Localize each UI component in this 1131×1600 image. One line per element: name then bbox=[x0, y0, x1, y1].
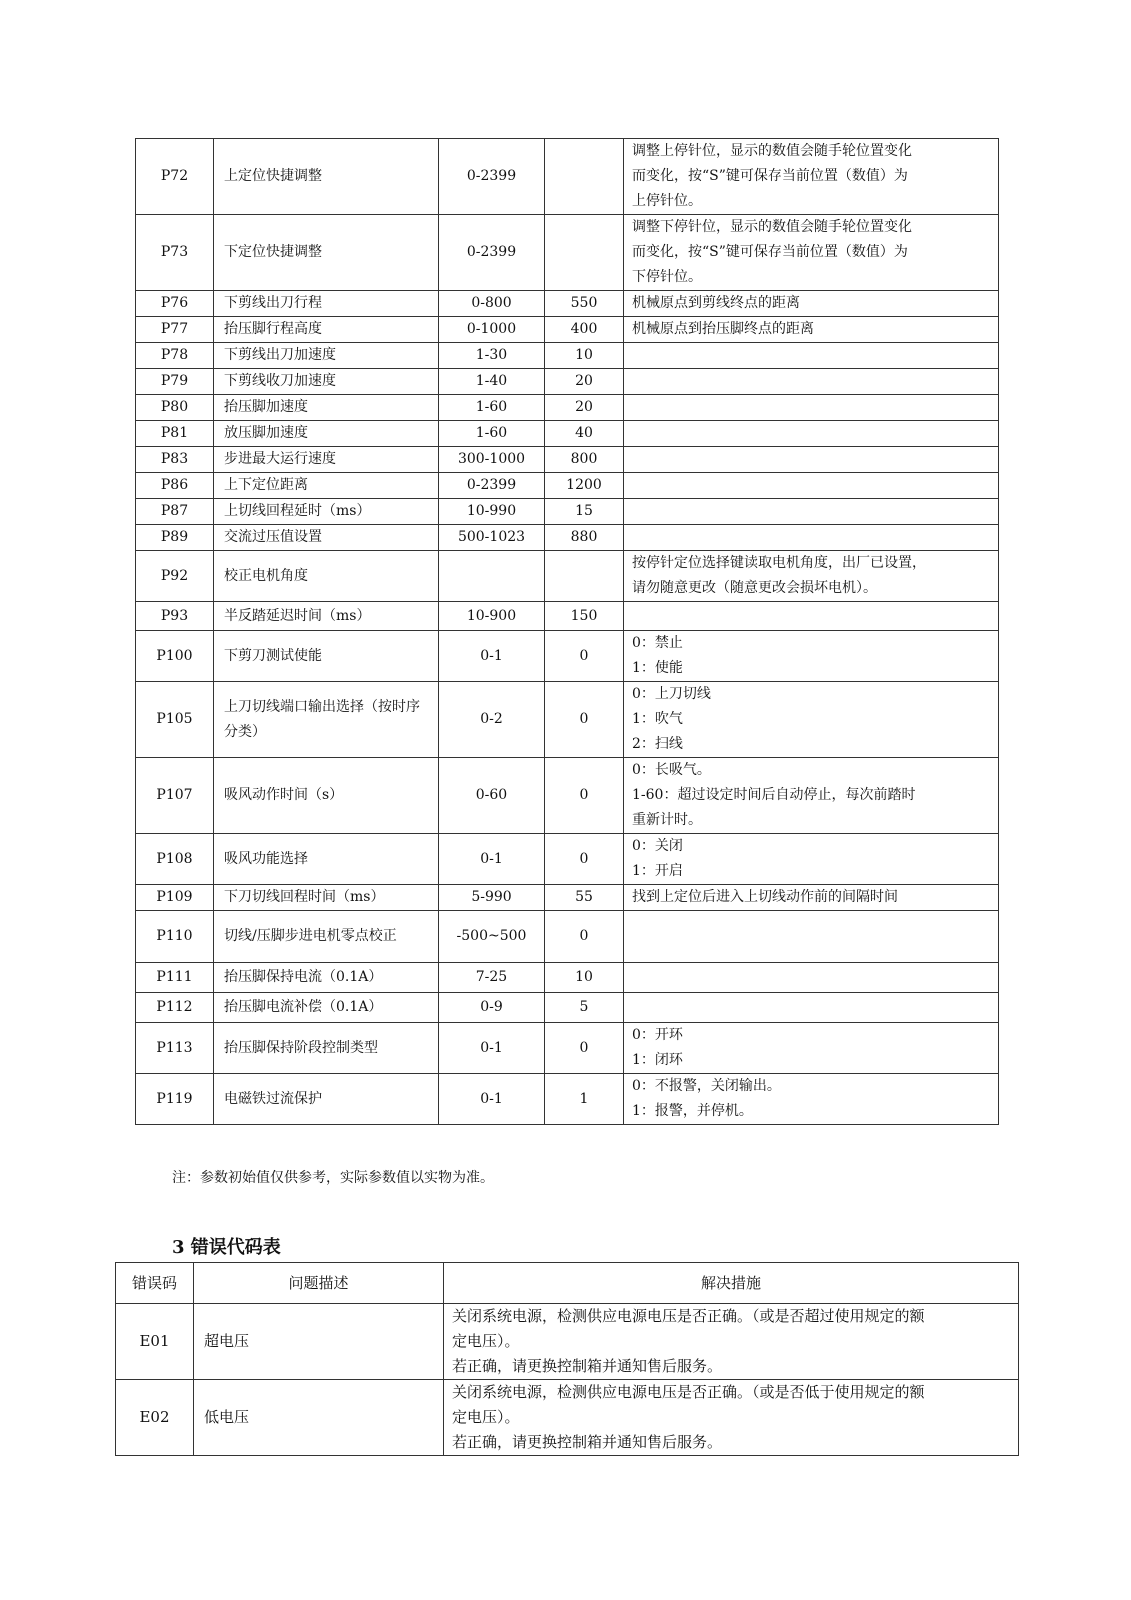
param-description-line: 机械原点到抬压脚终点的距离 bbox=[632, 321, 814, 337]
table-row bbox=[136, 317, 999, 343]
param-name: 上下定位距离 bbox=[214, 473, 439, 499]
param-description bbox=[624, 139, 999, 215]
param-name: 吸风功能选择 bbox=[214, 834, 439, 885]
table-row bbox=[136, 447, 999, 473]
param-description bbox=[624, 834, 999, 885]
error-solution-line: 定电压）。 bbox=[452, 1332, 520, 1350]
param-name: 下刀切线回程时间（ms） bbox=[214, 885, 439, 911]
param-description bbox=[624, 602, 999, 631]
param-default: 20 bbox=[545, 395, 624, 421]
error-code: E02 bbox=[116, 1380, 194, 1456]
error-solution-line: 关闭系统电源，检测供应电源电压是否正确。（或是否低于使用规定的额 bbox=[452, 1383, 925, 1401]
param-default: 0 bbox=[545, 1023, 624, 1074]
param-range: 300-1000 bbox=[439, 447, 545, 473]
param-name: 下剪线出刀加速度 bbox=[214, 343, 439, 369]
param-description-line: 0：长吸气。 bbox=[632, 762, 711, 778]
param-range: 500-1023 bbox=[439, 525, 545, 551]
param-description bbox=[624, 343, 999, 369]
param-description bbox=[624, 317, 999, 343]
table-row bbox=[116, 1304, 1019, 1380]
param-description-line: 上停针位。 bbox=[632, 193, 702, 209]
param-name: 上刀切线端口输出选择（按时序分类） bbox=[214, 682, 439, 758]
param-default: 800 bbox=[545, 447, 624, 473]
param-default bbox=[545, 215, 624, 291]
table-row bbox=[136, 473, 999, 499]
param-range: 1-30 bbox=[439, 343, 545, 369]
table-row bbox=[136, 421, 999, 447]
param-name: 抬压脚加速度 bbox=[214, 395, 439, 421]
param-description bbox=[624, 551, 999, 602]
param-description-line: 0：开环 bbox=[632, 1027, 683, 1043]
param-description bbox=[624, 215, 999, 291]
parameter-table bbox=[135, 138, 999, 1125]
param-code: P111 bbox=[136, 963, 214, 993]
param-default: 10 bbox=[545, 963, 624, 993]
param-name: 上定位快捷调整 bbox=[214, 139, 439, 215]
table-row bbox=[136, 499, 999, 525]
table-row bbox=[136, 525, 999, 551]
table-row bbox=[136, 911, 999, 963]
param-description bbox=[624, 1074, 999, 1125]
param-name: 抬压脚电流补偿（0.1A） bbox=[214, 993, 439, 1023]
error-description: 低电压 bbox=[194, 1380, 444, 1456]
param-code: P87 bbox=[136, 499, 214, 525]
param-description bbox=[624, 963, 999, 993]
param-default bbox=[545, 139, 624, 215]
param-name: 上切线回程延时（ms） bbox=[214, 499, 439, 525]
error-solution-line: 若正确，请更换控制箱并通知售后服务。 bbox=[452, 1357, 723, 1375]
param-default: 880 bbox=[545, 525, 624, 551]
header-error-code: 错误码 bbox=[116, 1263, 194, 1304]
table-row bbox=[136, 215, 999, 291]
param-range: 0-2399 bbox=[439, 215, 545, 291]
param-name: 抬压脚保持阶段控制类型 bbox=[214, 1023, 439, 1074]
param-code: P109 bbox=[136, 885, 214, 911]
param-default: 400 bbox=[545, 317, 624, 343]
table-row bbox=[136, 631, 999, 682]
param-code: P112 bbox=[136, 993, 214, 1023]
error-solution bbox=[444, 1380, 1019, 1456]
param-description-line: 请勿随意更改（随意更改会损坏电机）。 bbox=[632, 580, 877, 596]
section-title: 3 错误代码表 bbox=[172, 1237, 281, 1258]
table-row bbox=[136, 963, 999, 993]
error-description: 超电压 bbox=[194, 1304, 444, 1380]
param-description-line: 0：禁止 bbox=[632, 635, 683, 651]
param-description-line: 按停针定位选择键读取电机角度，出厂已设置， bbox=[632, 555, 926, 571]
param-description bbox=[624, 631, 999, 682]
error-code-table bbox=[115, 1262, 1019, 1456]
param-code: P83 bbox=[136, 447, 214, 473]
param-range: 0-60 bbox=[439, 758, 545, 834]
param-code: P100 bbox=[136, 631, 214, 682]
param-code: P107 bbox=[136, 758, 214, 834]
param-description-line: 2：扫线 bbox=[632, 736, 683, 752]
param-name: 切线/压脚步进电机零点校正 bbox=[214, 911, 439, 963]
table-row bbox=[136, 993, 999, 1023]
param-name: 下剪线出刀行程 bbox=[214, 291, 439, 317]
param-description bbox=[624, 421, 999, 447]
param-description-line: 下停针位。 bbox=[632, 269, 702, 285]
header-solution: 解决措施 bbox=[444, 1263, 1019, 1304]
param-name: 放压脚加速度 bbox=[214, 421, 439, 447]
param-code: P76 bbox=[136, 291, 214, 317]
table-row bbox=[136, 885, 999, 911]
param-name: 吸风动作时间（s） bbox=[214, 758, 439, 834]
param-range: 0-2399 bbox=[439, 139, 545, 215]
param-range bbox=[439, 551, 545, 602]
param-default: 10 bbox=[545, 343, 624, 369]
table-row bbox=[136, 1074, 999, 1125]
table-row bbox=[136, 395, 999, 421]
param-description bbox=[624, 1023, 999, 1074]
param-default bbox=[545, 551, 624, 602]
param-default: 1 bbox=[545, 1074, 624, 1125]
param-range: 0-2399 bbox=[439, 473, 545, 499]
param-default: 5 bbox=[545, 993, 624, 1023]
table-row bbox=[136, 834, 999, 885]
param-description-line: 0：上刀切线 bbox=[632, 686, 711, 702]
param-default: 150 bbox=[545, 602, 624, 631]
param-code: P73 bbox=[136, 215, 214, 291]
param-code: P108 bbox=[136, 834, 214, 885]
param-code: P77 bbox=[136, 317, 214, 343]
param-range: 5-990 bbox=[439, 885, 545, 911]
param-range: 7-25 bbox=[439, 963, 545, 993]
param-description-line: 0：不报警，关闭输出。 bbox=[632, 1078, 781, 1094]
table-row bbox=[116, 1380, 1019, 1456]
param-description-line: 1：开启 bbox=[632, 863, 683, 879]
param-default: 1200 bbox=[545, 473, 624, 499]
param-code: P78 bbox=[136, 343, 214, 369]
param-range: 10-990 bbox=[439, 499, 545, 525]
error-solution-line: 定电压）。 bbox=[452, 1408, 520, 1426]
param-default: 0 bbox=[545, 758, 624, 834]
param-range: 0-1 bbox=[439, 1023, 545, 1074]
param-name: 电磁铁过流保护 bbox=[214, 1074, 439, 1125]
param-description bbox=[624, 525, 999, 551]
param-description-line: 重新计时。 bbox=[632, 812, 702, 828]
param-description bbox=[624, 291, 999, 317]
table-row bbox=[136, 369, 999, 395]
param-range: 1-60 bbox=[439, 421, 545, 447]
param-description-line: 0：关闭 bbox=[632, 838, 683, 854]
param-range: 1-60 bbox=[439, 395, 545, 421]
param-description-line: 调整上停针位，显示的数值会随手轮位置变化 bbox=[632, 143, 912, 159]
table-row bbox=[136, 602, 999, 631]
param-code: P86 bbox=[136, 473, 214, 499]
param-description bbox=[624, 993, 999, 1023]
param-description bbox=[624, 499, 999, 525]
param-description bbox=[624, 473, 999, 499]
param-name: 交流过压值设置 bbox=[214, 525, 439, 551]
param-code: P92 bbox=[136, 551, 214, 602]
header-problem-description: 问题描述 bbox=[194, 1263, 444, 1304]
param-default: 0 bbox=[545, 911, 624, 963]
param-description bbox=[624, 911, 999, 963]
param-code: P110 bbox=[136, 911, 214, 963]
param-range: 0-1 bbox=[439, 834, 545, 885]
table-row bbox=[136, 551, 999, 602]
param-default: 20 bbox=[545, 369, 624, 395]
param-description-line: 而变化，按“S”键可保存当前位置（数值）为 bbox=[632, 244, 908, 260]
param-description-line: 1：报警，并停机。 bbox=[632, 1103, 753, 1119]
param-default: 55 bbox=[545, 885, 624, 911]
param-description-line: 1：吹气 bbox=[632, 711, 683, 727]
param-description bbox=[624, 395, 999, 421]
error-table-header bbox=[116, 1263, 1019, 1304]
param-range: 0-800 bbox=[439, 291, 545, 317]
param-description bbox=[624, 682, 999, 758]
param-default: 0 bbox=[545, 631, 624, 682]
table-row bbox=[136, 291, 999, 317]
error-solution-line: 关闭系统电源，检测供应电源电压是否正确。（或是否超过使用规定的额 bbox=[452, 1307, 925, 1325]
param-description-line: 而变化，按“S”键可保存当前位置（数值）为 bbox=[632, 168, 908, 184]
param-default: 0 bbox=[545, 682, 624, 758]
param-range: 1-40 bbox=[439, 369, 545, 395]
param-name: 下定位快捷调整 bbox=[214, 215, 439, 291]
param-description-line: 1-60：超过设定时间后自动停止，每次前踏时 bbox=[632, 787, 916, 803]
param-range: 0-1 bbox=[439, 631, 545, 682]
param-range: 0-1000 bbox=[439, 317, 545, 343]
table-row bbox=[136, 758, 999, 834]
table-note: 注：参数初始值仅供参考，实际参数值以实物为准。 bbox=[172, 1170, 494, 1186]
param-description-line: 1：使能 bbox=[632, 660, 683, 676]
param-description-line: 1：闭环 bbox=[632, 1052, 683, 1068]
error-solution-line: 若正确，请更换控制箱并通知售后服务。 bbox=[452, 1433, 723, 1451]
param-description bbox=[624, 758, 999, 834]
error-code: E01 bbox=[116, 1304, 194, 1380]
param-default: 40 bbox=[545, 421, 624, 447]
param-default: 550 bbox=[545, 291, 624, 317]
param-range: 10-900 bbox=[439, 602, 545, 631]
param-range: 0-9 bbox=[439, 993, 545, 1023]
table-row bbox=[136, 682, 999, 758]
param-code: P93 bbox=[136, 602, 214, 631]
param-description-line: 机械原点到剪线终点的距离 bbox=[632, 295, 800, 311]
param-name: 抬压脚保持电流（0.1A） bbox=[214, 963, 439, 993]
param-code: P80 bbox=[136, 395, 214, 421]
table-row bbox=[136, 1023, 999, 1074]
param-code: P105 bbox=[136, 682, 214, 758]
param-code: P81 bbox=[136, 421, 214, 447]
param-name: 下剪线收刀加速度 bbox=[214, 369, 439, 395]
param-code: P89 bbox=[136, 525, 214, 551]
param-default: 0 bbox=[545, 834, 624, 885]
param-code: P113 bbox=[136, 1023, 214, 1074]
param-description bbox=[624, 447, 999, 473]
param-description bbox=[624, 885, 999, 911]
param-range: -500~500 bbox=[439, 911, 545, 963]
param-range: 0-2 bbox=[439, 682, 545, 758]
param-range: 0-1 bbox=[439, 1074, 545, 1125]
param-name: 半反踏延迟时间（ms） bbox=[214, 602, 439, 631]
param-description-line: 找到上定位后进入上切线动作前的间隔时间 bbox=[632, 889, 898, 905]
param-default: 15 bbox=[545, 499, 624, 525]
param-description bbox=[624, 369, 999, 395]
table-row bbox=[136, 139, 999, 215]
param-code: P72 bbox=[136, 139, 214, 215]
table-row bbox=[136, 343, 999, 369]
param-description-line: 调整下停针位，显示的数值会随手轮位置变化 bbox=[632, 219, 912, 235]
param-name: 步进最大运行速度 bbox=[214, 447, 439, 473]
error-solution bbox=[444, 1304, 1019, 1380]
param-code: P119 bbox=[136, 1074, 214, 1125]
param-name: 校正电机角度 bbox=[214, 551, 439, 602]
param-name: 下剪刀测试使能 bbox=[214, 631, 439, 682]
param-name: 抬压脚行程高度 bbox=[214, 317, 439, 343]
param-code: P79 bbox=[136, 369, 214, 395]
